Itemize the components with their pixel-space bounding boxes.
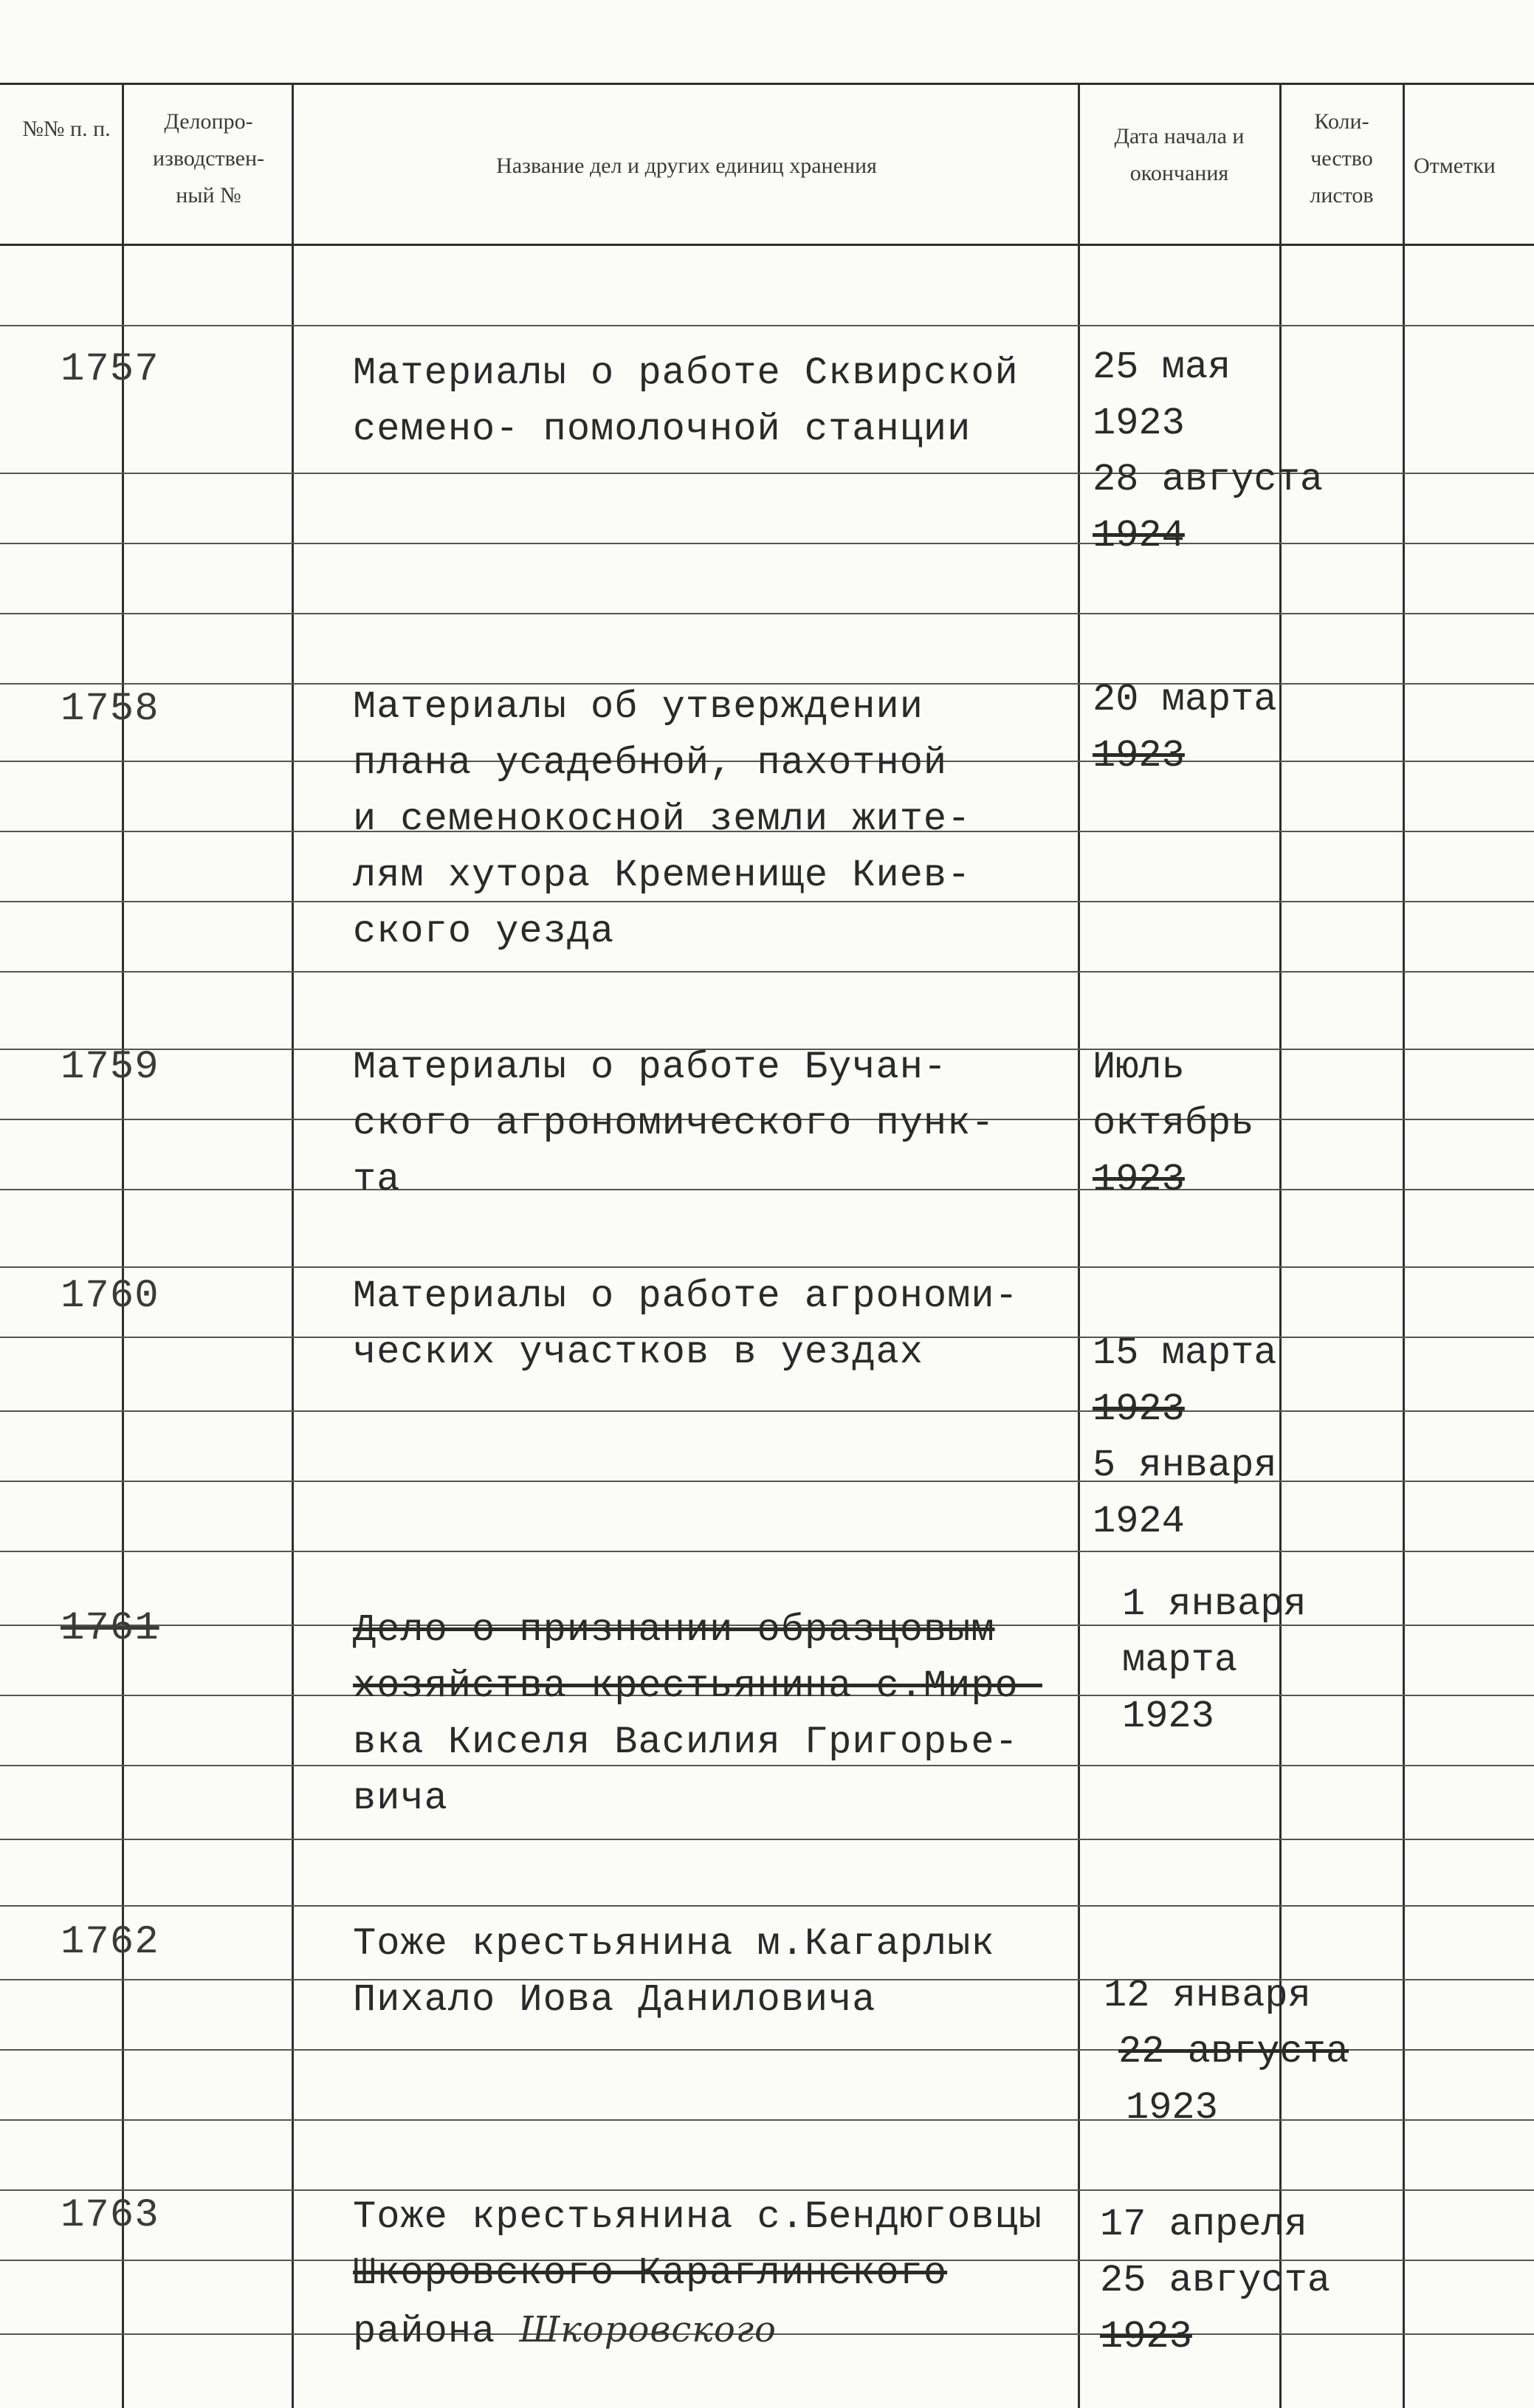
title-line: Материалы о работе Сквирской: [353, 351, 1019, 395]
header-office-number: Делопро-изводствен-ный №: [152, 109, 265, 207]
title-line: вича: [353, 1777, 448, 1820]
title-line: ского уезда: [353, 910, 615, 953]
title-line: семено- помолочной станции: [353, 408, 971, 451]
title-line: хозяйства крестьянина с.Миро-: [353, 1664, 1042, 1708]
record-number: 1761: [61, 1606, 159, 1651]
column-divider: [1078, 83, 1080, 2408]
header-dates: Дата начала и окончания: [1114, 124, 1245, 185]
record-title: [353, 1040, 995, 1208]
ruled-line: [0, 1481, 1534, 1482]
record-title: [353, 1269, 1019, 1381]
title-line: ского агрономического пунк-: [353, 1102, 995, 1145]
ruled-line: [0, 971, 1534, 973]
date-line: 25 мая: [1093, 346, 1231, 389]
record-dates: [1093, 340, 1323, 564]
record-number: 1759: [61, 1045, 159, 1090]
title-line: та: [353, 1158, 401, 1201]
title-line: Тоже крестьянина м.Кагарлык: [353, 1922, 995, 1966]
ruled-line: [0, 1551, 1534, 1552]
date-line: 12 января: [1104, 1974, 1311, 2017]
top-border: [0, 83, 1534, 85]
ruled-line: [0, 1905, 1534, 1907]
record-title: [353, 2189, 1042, 2360]
title-line: [353, 2302, 1042, 2360]
title-line: лям хутора Кременище Киев-: [353, 854, 971, 897]
date-line: 1923: [1122, 1695, 1214, 1738]
title-line: и семенокосной земли жите-: [353, 797, 971, 841]
date-line: Июль: [1093, 1046, 1185, 1089]
header-bottom-border: [0, 244, 1534, 246]
ruled-line: [0, 1266, 1534, 1268]
date-line: 1924: [1093, 1500, 1185, 1543]
date-line: 15 марта: [1093, 1331, 1277, 1375]
record-dates: [1093, 1040, 1253, 1208]
date-line: 20 марта: [1093, 678, 1277, 721]
title-line: Материалы о работе агрономи-: [353, 1275, 1019, 1318]
record-number: 1762: [61, 1920, 159, 1965]
date-line: 22 августа: [1118, 2030, 1349, 2073]
record-number: 1760: [61, 1274, 159, 1319]
record-number: 1758: [61, 687, 159, 732]
ruled-line: [0, 1839, 1534, 1840]
column-divider: [122, 83, 124, 2408]
ruled-line: [0, 325, 1534, 326]
date-line: 1923: [1093, 402, 1185, 445]
record-dates: [1122, 1577, 1307, 1745]
title-line: Тоже крестьянина с.Бендюговцы: [353, 2195, 1042, 2239]
title-line: Пихало Иова Даниловича: [353, 1978, 876, 2022]
column-divider: [1403, 83, 1405, 2408]
title-line: вка Киселя Василия Григорье-: [353, 1721, 1019, 1764]
record-dates: [1100, 2197, 1330, 2365]
date-line: 28 августа: [1093, 458, 1324, 501]
header-number: №№ п. п.: [22, 117, 111, 141]
header-title: Название дел и других единиц хранения: [496, 154, 877, 178]
title-line-text: района: [353, 2310, 496, 2353]
column-divider: [292, 83, 294, 2408]
title-line: плана усадебной, пахотной: [353, 741, 948, 785]
header-sheets: Коли-чество листов: [1310, 109, 1374, 207]
date-line: 1923: [1126, 2086, 1218, 2130]
record-title: [353, 1916, 995, 2028]
record-title: [353, 679, 971, 960]
record-dates: [1104, 1968, 1349, 2136]
date-line: 1923: [1100, 2315, 1192, 2359]
title-line: ческих участков в уездах: [353, 1331, 924, 1374]
date-line: 1924: [1093, 514, 1185, 558]
date-line: 5 января: [1093, 1444, 1277, 1487]
record-number: 1757: [61, 347, 159, 392]
date-line: 25 августа: [1100, 2259, 1331, 2302]
record-title: [353, 1602, 1042, 1827]
record-dates: [1093, 672, 1277, 784]
record-dates: [1093, 1325, 1277, 1550]
date-line: марта: [1122, 1639, 1238, 1682]
handwritten-annotation: Шкоровского: [519, 2309, 777, 2350]
record-number: 1763: [61, 2193, 159, 2238]
date-line: 17 апреля: [1100, 2203, 1307, 2246]
date-line: 1923: [1093, 1387, 1185, 1431]
date-line: октябрь: [1093, 1102, 1254, 1145]
title-line: Материалы о работе Бучан-: [353, 1046, 948, 1089]
date-line: 1 января: [1122, 1582, 1307, 1626]
ruled-line: [0, 1410, 1534, 1412]
title-line: Дело о признании образцовым: [353, 1608, 995, 1652]
record-title: [353, 346, 1019, 458]
title-line: Шкоровского Караглинского: [353, 2251, 948, 2295]
date-line: 1923: [1093, 734, 1185, 778]
ruled-line: [0, 613, 1534, 614]
date-line: 1923: [1093, 1158, 1185, 1201]
title-line: Материалы об утверждении: [353, 685, 924, 729]
header-notes: Отметки: [1414, 154, 1496, 178]
